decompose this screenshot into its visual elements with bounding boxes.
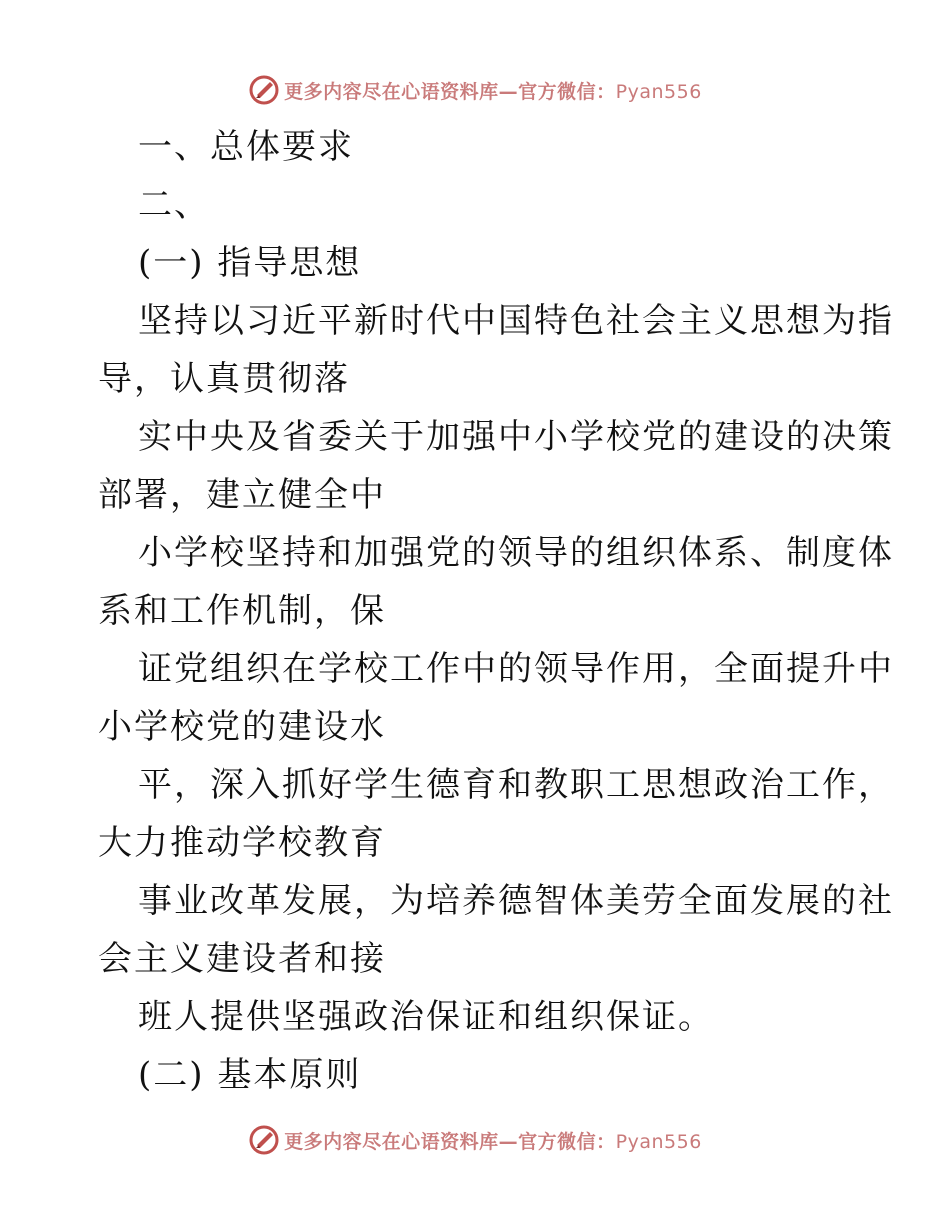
paragraph-line: 系和工作机制，保 bbox=[98, 591, 386, 631]
paragraph-line: 小学校坚持和加强党的领导的组织体系、制度体 bbox=[138, 533, 894, 573]
brand-logo-icon bbox=[248, 74, 280, 106]
paragraph-line: 证党组织在学校工作中的领导作用，全面提升中 bbox=[138, 649, 894, 689]
paragraph-line: 导，认真贯彻落 bbox=[98, 359, 350, 399]
watermark-header bbox=[0, 70, 950, 110]
subheading-guiding-ideology: (一) 指导思想 bbox=[138, 243, 362, 283]
watermark-text: 更多内容尽在心语资料库—官方微信：Pyan556 bbox=[284, 80, 702, 103]
paragraph-line: 班人提供坚强政治保证和组织保证。 bbox=[138, 997, 714, 1037]
heading-overall-requirements: 一、总体要求 bbox=[138, 127, 354, 167]
subheading-basic-principles: (二) 基本原则 bbox=[138, 1055, 362, 1095]
paragraph-line: 事业改革发展，为培养德智体美劳全面发展的社 bbox=[138, 881, 894, 921]
paragraph-line: 小学校党的建设水 bbox=[98, 707, 386, 747]
paragraph-line: 坚持以习近平新时代中国特色社会主义思想为指 bbox=[138, 301, 894, 341]
paragraph-line: 实中央及省委关于加强中小学校党的建设的决策 bbox=[138, 417, 894, 457]
brand-logo-icon bbox=[248, 1124, 280, 1156]
watermark-text: 更多内容尽在心语资料库—官方微信：Pyan556 bbox=[284, 1130, 702, 1153]
paragraph-line: 平，深入抓好学生德育和教职工思想政治工作， bbox=[138, 765, 894, 805]
paragraph-line: 大力推动学校教育 bbox=[98, 823, 386, 863]
watermark-footer bbox=[0, 1120, 950, 1160]
document-body bbox=[98, 118, 894, 1104]
paragraph-line: 部署，建立健全中 bbox=[98, 475, 386, 515]
paragraph-line: 会主义建设者和接 bbox=[98, 939, 386, 979]
heading-section-two: 二、 bbox=[138, 185, 210, 225]
